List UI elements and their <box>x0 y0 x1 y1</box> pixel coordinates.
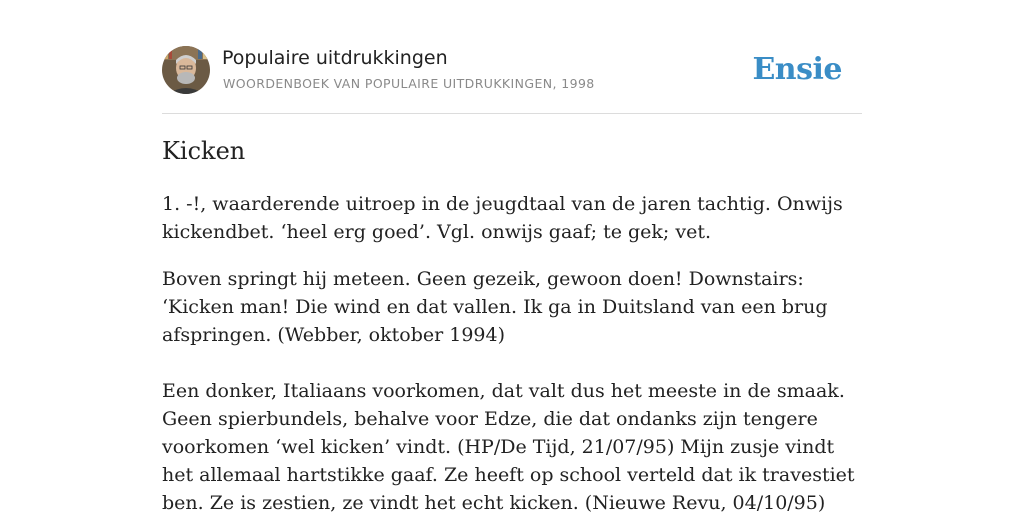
entry-quote: Boven springt hij meteen. Geen gezeik, gewoon doen! Downstairs: ‘Kicken man! Die wind en dat vallen. Ik ga in Duitsland van een brug afspringen. (Webber, oktober 1994) <box>162 268 828 346</box>
author-portrait-icon <box>162 46 210 94</box>
ensie-logo[interactable]: Ensie <box>752 52 842 87</box>
author-avatar[interactable] <box>162 46 210 94</box>
source-subtitle: WOORDENBOEK VAN POPULAIRE UITDRUKKINGEN, 1998 <box>223 76 595 91</box>
entry-quote: Een donker, Italiaans voorkomen, dat valt dus het meeste in de smaak. Geen spierbundels, behalve voor Edze, die dat ondanks zijn tengere voorkomen ‘wel kicken’ vindt. (HP/De Tijd, 21/07/95) Mijn zusje vindt het allemaal hartstikke gaaf. Ze heeft op school verteld dat ik travestiet ben. Ze is zestien, ze vindt het echt kicken. (Nieuwe Revu, 04/10/95) <box>162 380 855 512</box>
entry-definition: 1. -!, waarderende uitroep in de jeugdtaal van de jaren tachtig. Onwijs kickendbet. ‘heel erg goed’. Vgl. onwijs gaaf; te gek; vet. <box>162 193 843 243</box>
header <box>162 46 862 96</box>
source-title[interactable]: Populaire uitdrukkingen <box>222 47 448 69</box>
entry-title: Kicken <box>162 137 246 165</box>
header-divider <box>162 113 862 114</box>
